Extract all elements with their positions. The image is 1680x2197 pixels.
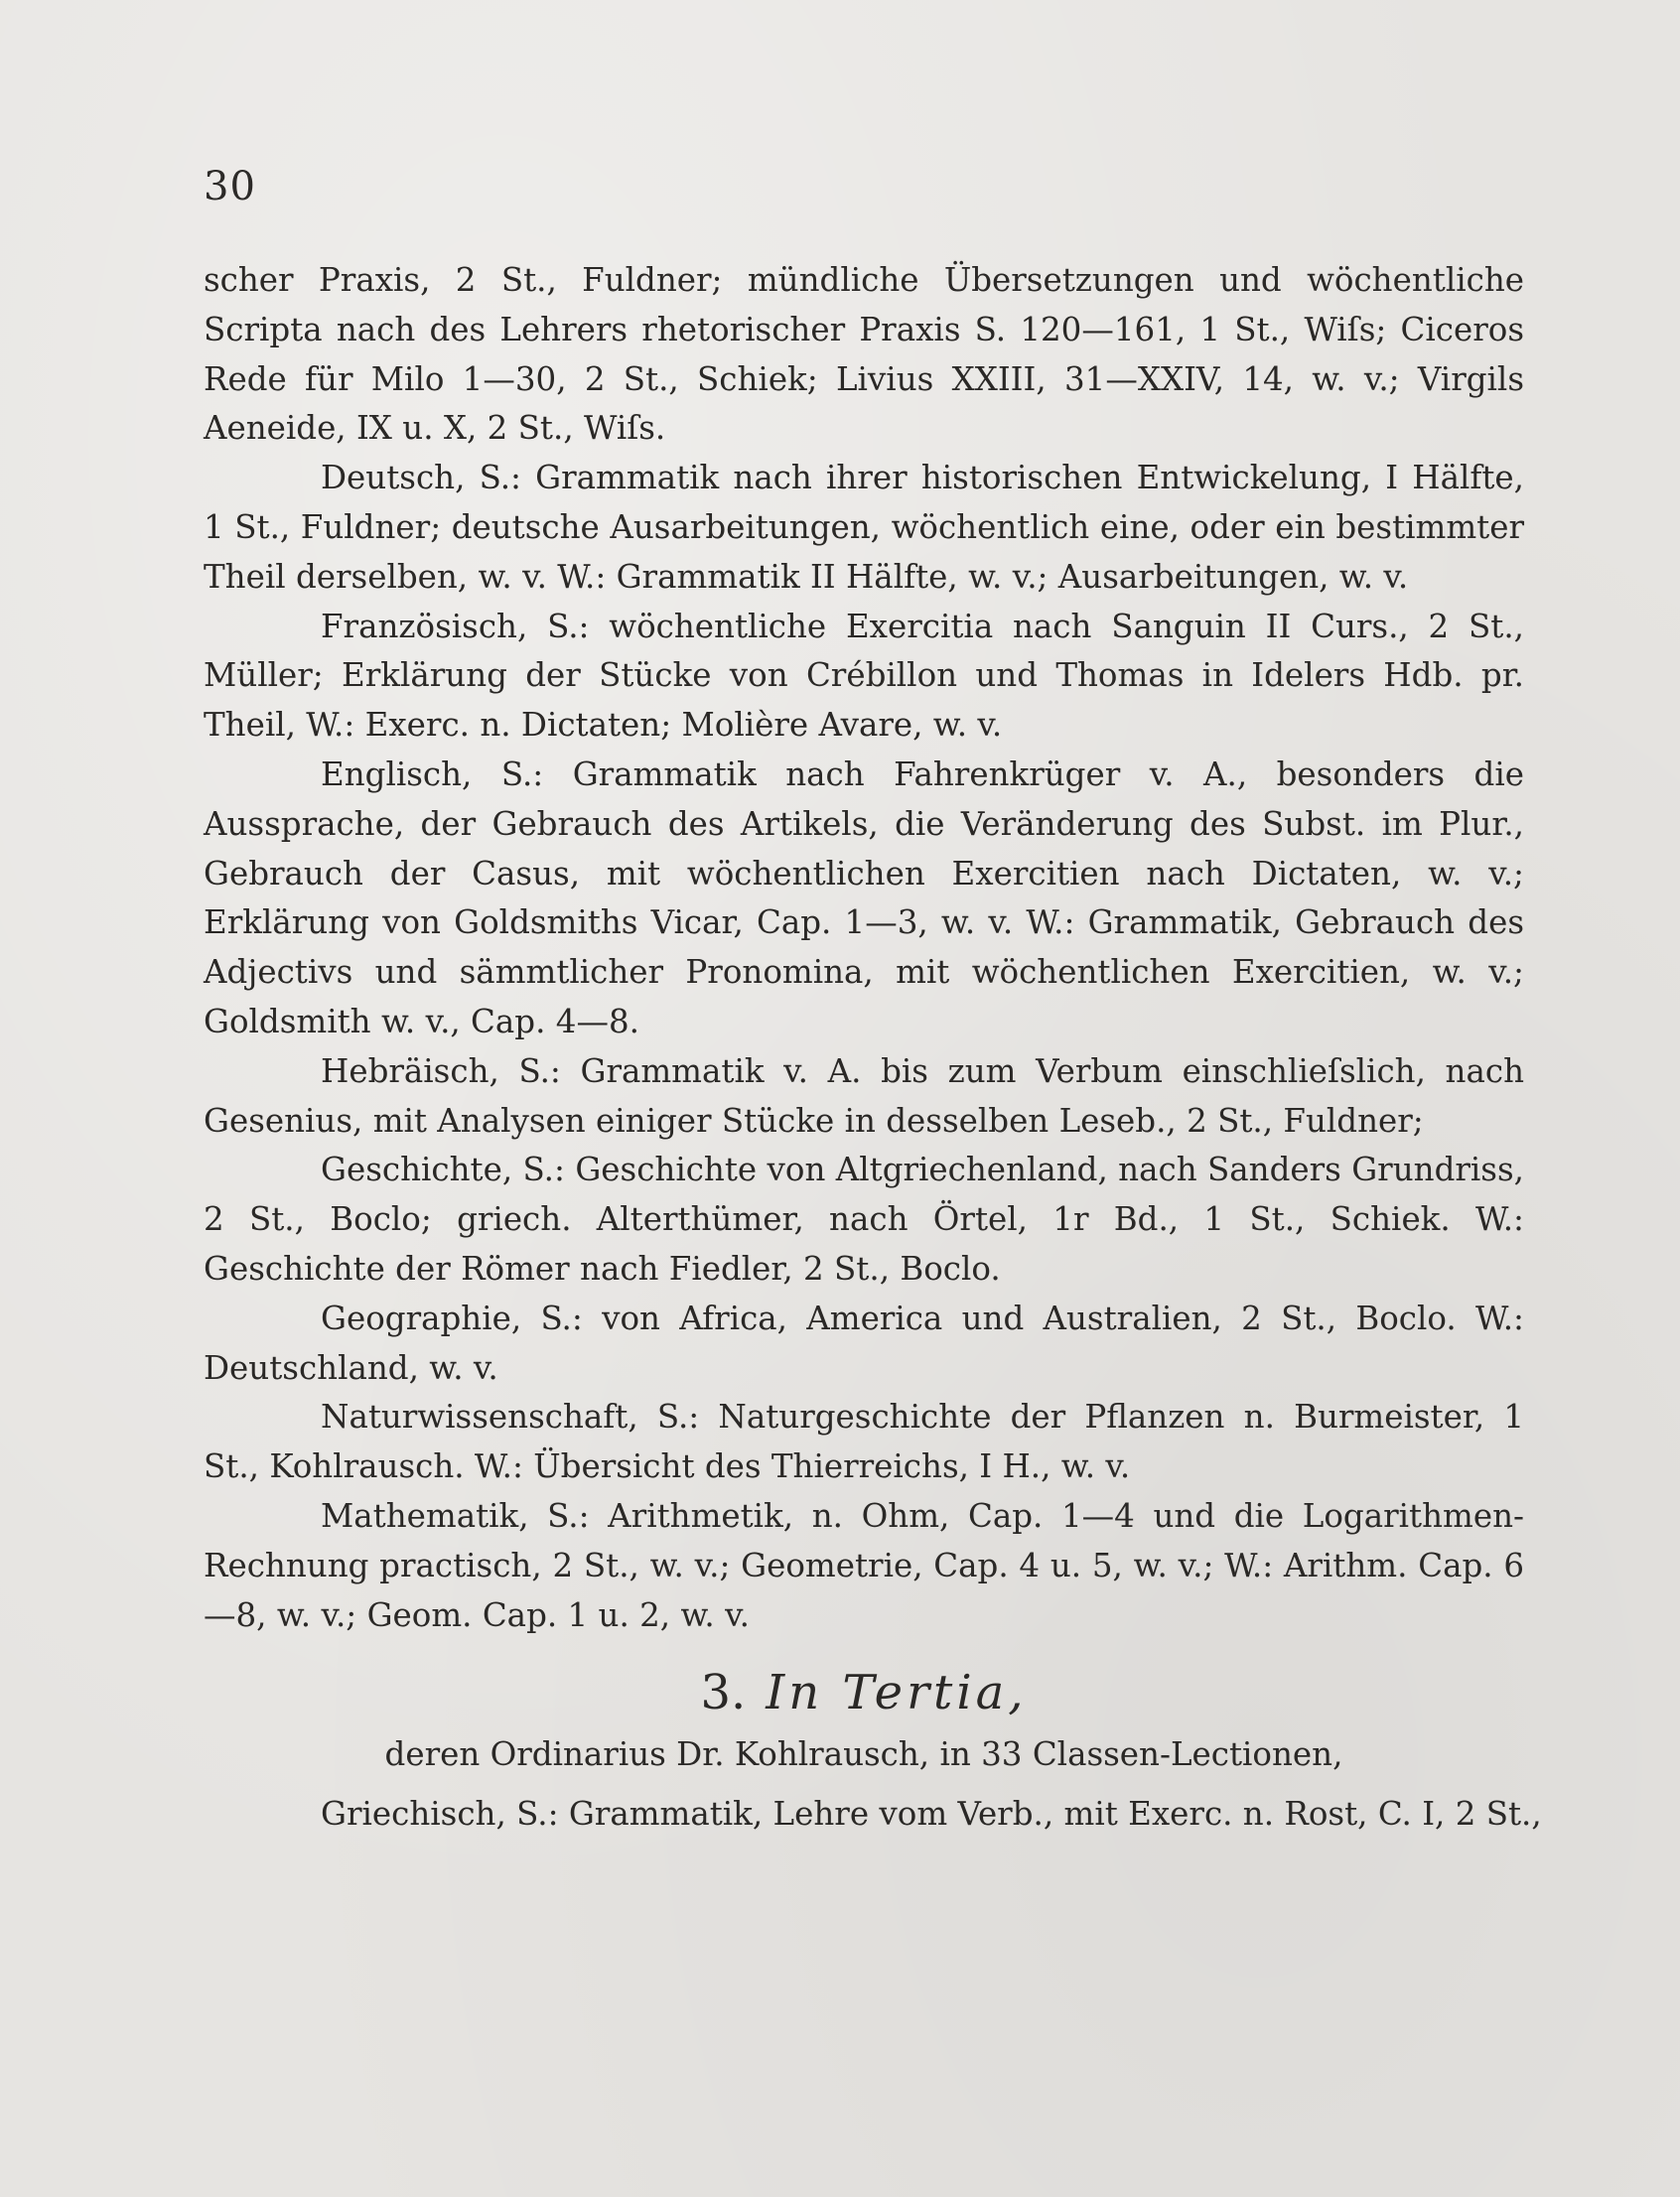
paragraph-classics: scher Praxis, 2 St., Fuldner; mündliche Übersetzungen und wöchentliche Scripta nach des Lehrers rhetorischer Praxis S. 120—161, 1 St., Wiſs; Ciceros Rede für Milo 1—30, 2 St., Schiek; Livius XXIII, 31—XXIV, 14, w. v.; Virgils Aeneide, IX u. X, 2 St., Wiſs. bbox=[204, 261, 1524, 448]
paragraph-franzoesisch: Französisch, S.: wöchentliche Exercitia nach Sanguin II Curs., 2 St., Müller; Erklärung der Stücke von Crébillon und Thomas in Idelers Hdb. pr. Theil, W.: Exerc. n. Dictaten; Molière Avare, w. v. bbox=[204, 607, 1524, 745]
section-heading bbox=[204, 1658, 1524, 1727]
paragraph-naturwissenschaft: Naturwissenschaft, S.: Naturgeschichte der Pflanzen n. Burmeister, 1 St., Kohlrausch. W.: Übersicht des Thierreichs, I H., w. v. bbox=[204, 1398, 1524, 1486]
paragraph-geographie: Geographie, S.: von Africa, America und Australien, 2 St., Boclo. W.: Deutschland, w. v. bbox=[204, 1299, 1524, 1387]
body-text bbox=[204, 256, 1542, 1839]
page-number: 30 bbox=[204, 164, 256, 209]
paragraph-mathematik: Mathematik, S.: Arithmetik, n. Ohm, Cap. 1—4 und die Logarithmen-Rechnung practisch, 2 St., w. v.; Geometrie, Cap. 4 u. 5, w. v.; W.: Arithm. Cap. 6—8, w. v.; Geom. Cap. 1 u. 2, w. v. bbox=[204, 1496, 1524, 1634]
section-title: In Tertia, bbox=[766, 1665, 1028, 1721]
paragraph-griechisch: Griechisch, S.: Grammatik, Lehre vom Verb., mit Exerc. n. Rost, C. I, 2 St., bbox=[321, 1795, 1542, 1834]
paragraph-hebraeisch: Hebräisch, S.: Grammatik v. A. bis zum Verbum einschlieſslich, nach Gesenius, mit Analysen einiger Stücke in desselben Leseb., 2 St., Fuldner; bbox=[204, 1051, 1524, 1140]
paragraph-deutsch: Deutsch, S.: Grammatik nach ihrer historischen Entwickelung, I Hälfte, 1 St., Fuldner; deutsche Ausarbeitungen, wöchentlich eine, oder ein bestimmter Theil derselben, w. v. W.: Grammatik II Hälfte, w. v.; Ausarbeitungen, w. v. bbox=[204, 459, 1524, 596]
paragraph-englisch: Englisch, S.: Grammatik nach Fahrenkrüger v. A., besonders die Aussprache, der Gebrauch des Artikels, die Veränderung des Subst. im Plur., Gebrauch der Casus, mit wöchentlichen Exercitien nach Dictaten, w. v.; Erklärung von Goldsmiths Vicar, Cap. 1—3, w. v. W.: Grammatik, Gebrauch des Adjectivs und sämmtlicher Pronomina, mit wöchentlichen Exercitien, w. v.; Goldsmith w. v., Cap. 4—8. bbox=[204, 755, 1524, 1040]
paragraph-geschichte: Geschichte, S.: Geschichte von Altgriechenland, nach Sanders Grundriss, 2 St., Boclo; griech. Alterthümer, nach Örtel, 1r Bd., 1 St., Schiek. W.: Geschichte der Römer nach Fiedler, 2 St., Boclo. bbox=[204, 1151, 1524, 1288]
section-number: 3. bbox=[700, 1665, 747, 1721]
section-subtitle: deren Ordinarius Dr. Kohlrausch, in 33 Classen-Lectionen, bbox=[384, 1735, 1343, 1774]
